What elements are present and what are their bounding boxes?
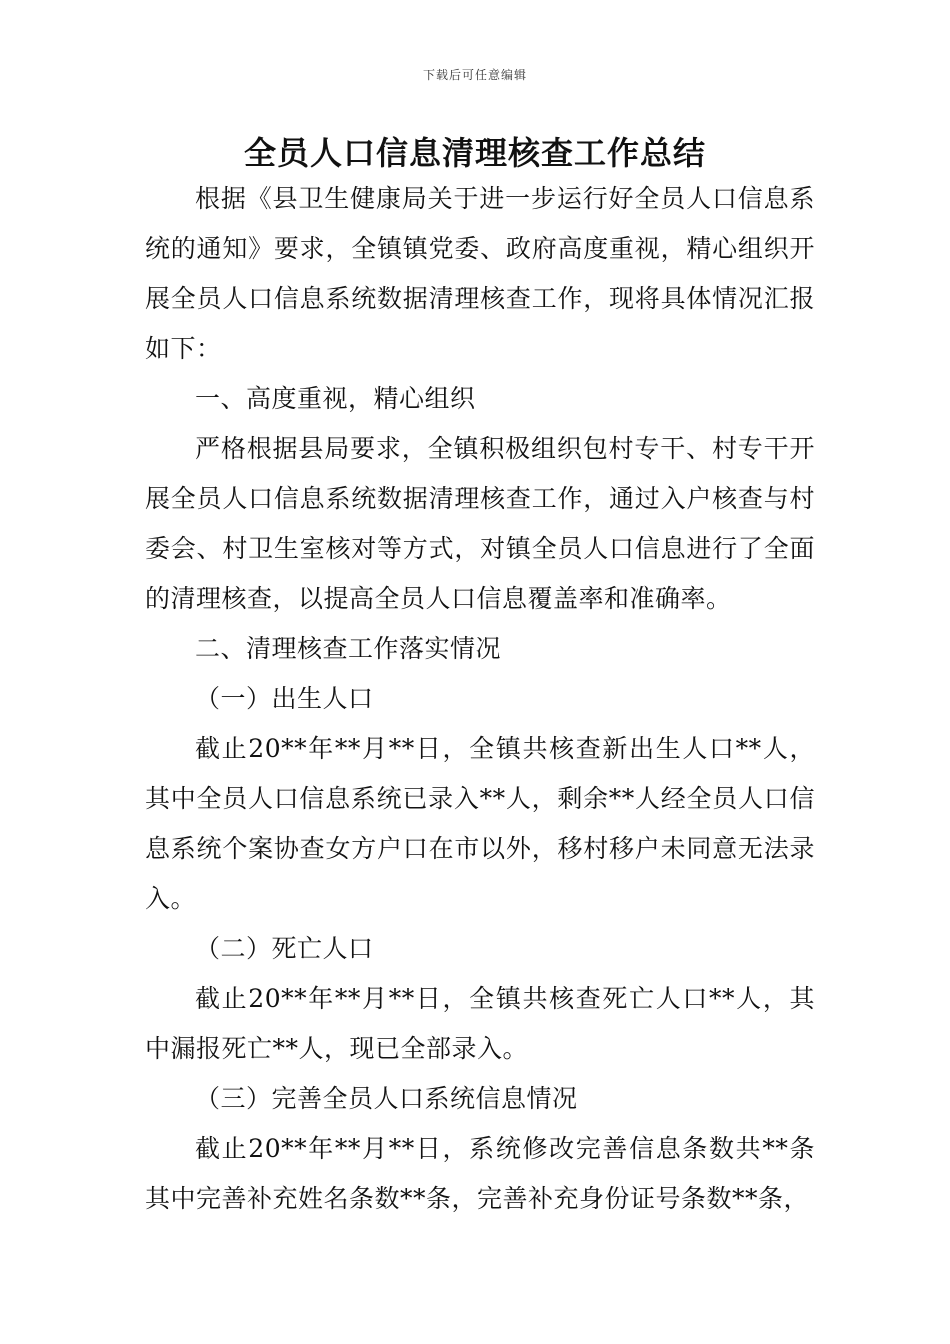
paragraph-births: 截止20**年**月**日，全镇共核查新出生人口**人，其中全员人口信息系统已录入**人，剩余**人经全员人口信息系统个案协查女方户口在市以外，移村移户未同意无法录入。 bbox=[145, 734, 815, 913]
paragraph-deaths: 截止20**年**月**日，全镇共核查死亡人口**人，其中漏报死亡**人，现已全部录入。 bbox=[145, 984, 815, 1063]
paragraph-section-1: 严格根据县局要求，全镇积极组织包村专干、村专干开展全员人口信息系统数据清理核查工作，通过入户核查与村委会、村卫生室核对等方式，对镇全员人口信息进行了全面的清理核查，以提高全员人口信息覆盖率和准确率。 bbox=[145, 434, 815, 613]
document-body bbox=[145, 174, 815, 1224]
subsection-heading-deaths: （二）死亡人口 bbox=[195, 934, 374, 963]
paragraph-improve-info: 截止20**年**月**日，系统修改完善信息条数共**条其中完善补充姓名条数**条，完善补充身份证号条数**条， bbox=[145, 1134, 815, 1213]
header-note: 下载后可任意编辑 bbox=[422, 68, 527, 82]
section-heading-2: 二、清理核查工作落实情况 bbox=[195, 634, 502, 663]
document-title: 全员人口信息清理核查工作总结 bbox=[243, 134, 706, 172]
subsection-heading-improve-info: （三）完善全员人口系统信息情况 bbox=[195, 1084, 578, 1113]
subsection-heading-births: （一）出生人口 bbox=[195, 684, 374, 713]
paragraph-intro: 根据《县卫生健康局关于进一步运行好全员人口信息系统的通知》要求，全镇镇党委、政府高度重视，精心组织开展全员人口信息系统数据清理核查工作，现将具体情况汇报如下： bbox=[145, 184, 815, 363]
section-heading-1: 一、高度重视，精心组织 bbox=[195, 384, 476, 413]
